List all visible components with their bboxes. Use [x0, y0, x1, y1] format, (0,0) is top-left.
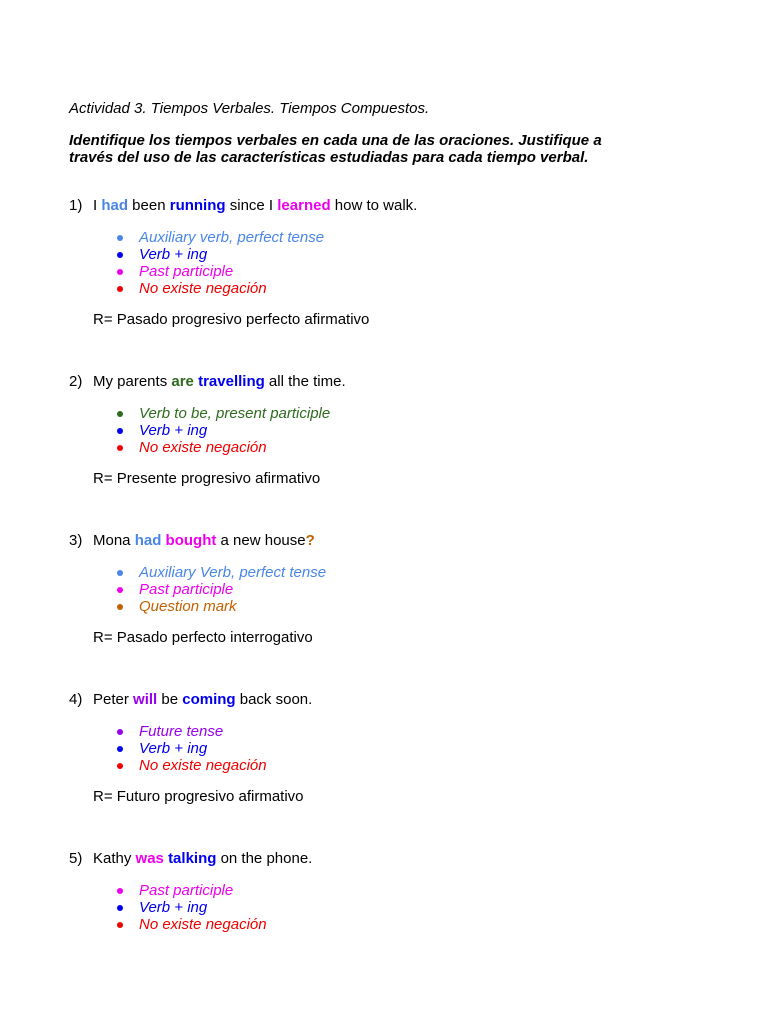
feature-text: Past participle [139, 581, 234, 598]
bullet-icon [117, 445, 123, 451]
feature-item [117, 229, 709, 246]
instructions [69, 132, 669, 166]
sentence-text: back soon. [235, 691, 313, 708]
feature-text: Auxiliary Verb, perfect tense [139, 564, 327, 581]
item-number: 3) [69, 532, 83, 549]
answer-text: R= Pasado progresivo perfecto afirmativo [93, 311, 370, 328]
bullet-icon [117, 428, 123, 434]
exercise-item [69, 373, 709, 488]
feature-list [69, 405, 709, 456]
highlighted-word: talking [168, 850, 217, 867]
highlighted-word: bought [165, 532, 217, 549]
feature-text: No existe negación [139, 916, 267, 933]
sentence-text: Mona [93, 532, 135, 549]
sentence-text: My parents [93, 373, 172, 390]
highlighted-word: ? [305, 532, 315, 549]
sentence-text: Peter [93, 691, 134, 708]
item-number: 1) [69, 197, 83, 214]
feature-text: Verb + ing [139, 246, 208, 263]
bullet-icon [117, 888, 123, 894]
feature-item [117, 246, 709, 263]
feature-item [117, 405, 709, 422]
feature-list [69, 229, 709, 297]
bullet-icon [117, 570, 123, 576]
bullet-icon [117, 604, 123, 610]
bullet-icon [117, 252, 123, 258]
highlighted-word: running [169, 197, 226, 214]
answer-text: R= Presente progresivo afirmativo [93, 470, 321, 487]
item-number: 2) [69, 373, 83, 390]
bullet-icon [117, 763, 123, 769]
highlighted-word: had [134, 532, 162, 549]
feature-text: Past participle [139, 263, 234, 280]
highlighted-word: learned [277, 197, 331, 214]
sentence-text: how to walk. [330, 197, 418, 214]
answer-text: R= Pasado perfecto interrogativo [93, 629, 313, 646]
exercise-item [69, 532, 709, 647]
exercise-sentence [69, 532, 709, 550]
highlighted-word: coming [182, 691, 236, 708]
sentence-text: I [93, 197, 102, 214]
feature-item [117, 564, 709, 581]
sentence-text: on the phone. [216, 850, 313, 867]
feature-item [117, 263, 709, 280]
feature-item [117, 740, 709, 757]
feature-text: Past participle [139, 882, 234, 899]
feature-text: No existe negación [139, 439, 267, 456]
feature-text: No existe negación [139, 280, 267, 297]
feature-item [117, 916, 709, 933]
bullet-icon [117, 411, 123, 417]
feature-item [117, 598, 709, 615]
feature-text: Question mark [139, 598, 237, 615]
sentence-text: be [157, 691, 183, 708]
feature-text: Verb + ing [139, 899, 208, 916]
feature-text: Future tense [139, 723, 224, 740]
feature-item [117, 581, 709, 598]
feature-item [117, 757, 709, 774]
feature-item [117, 899, 709, 916]
instructions-line: través del uso de las características estudiadas para cada tiempo verbal. [69, 149, 589, 166]
item-number: 5) [69, 850, 83, 867]
bullet-icon [117, 587, 123, 593]
bullet-icon [117, 286, 123, 292]
exercise-sentence [69, 373, 709, 391]
sentence-text: since I [225, 197, 278, 214]
exercise-sentence [69, 850, 709, 868]
highlighted-word: travelling [198, 373, 265, 390]
feature-text: Auxiliary verb, perfect tense [139, 229, 325, 246]
item-number: 4) [69, 691, 83, 708]
bullet-icon [117, 905, 123, 911]
sentence-text: Kathy [93, 850, 136, 867]
bullet-icon [117, 235, 123, 241]
sentence-text: all the time. [264, 373, 346, 390]
document-title: Actividad 3. Tiempos Verbales. Tiempos Compuestos. [69, 100, 430, 117]
bullet-icon [117, 729, 123, 735]
exercise-sentence [69, 197, 709, 215]
feature-text: Verb + ing [139, 740, 208, 757]
feature-item [117, 280, 709, 297]
exercise-item [69, 691, 709, 806]
exercise-sentence [69, 691, 709, 709]
instructions-line: Identifique los tiempos verbales en cada una de las oraciones. Justifique a [69, 132, 602, 149]
feature-text: Verb to be, present participle [139, 405, 331, 422]
answer-text: R= Futuro progresivo afirmativo [93, 788, 304, 805]
bullet-icon [117, 922, 123, 928]
exercise-item [69, 850, 709, 933]
sentence-text: a new house [216, 532, 306, 549]
bullet-icon [117, 269, 123, 275]
feature-item [117, 882, 709, 899]
feature-text: Verb + ing [139, 422, 208, 439]
sentence-text: been [128, 197, 170, 214]
feature-item [117, 723, 709, 740]
feature-list [69, 723, 709, 774]
highlighted-word: had [101, 197, 129, 214]
feature-list [69, 564, 709, 615]
highlighted-word: are [171, 373, 194, 390]
exercise-item [69, 197, 709, 329]
feature-list [69, 882, 709, 933]
bullet-icon [117, 746, 123, 752]
feature-text: No existe negación [139, 757, 267, 774]
feature-item [117, 439, 709, 456]
feature-item [117, 422, 709, 439]
highlighted-word: will [133, 691, 158, 708]
highlighted-word: was [135, 850, 164, 867]
